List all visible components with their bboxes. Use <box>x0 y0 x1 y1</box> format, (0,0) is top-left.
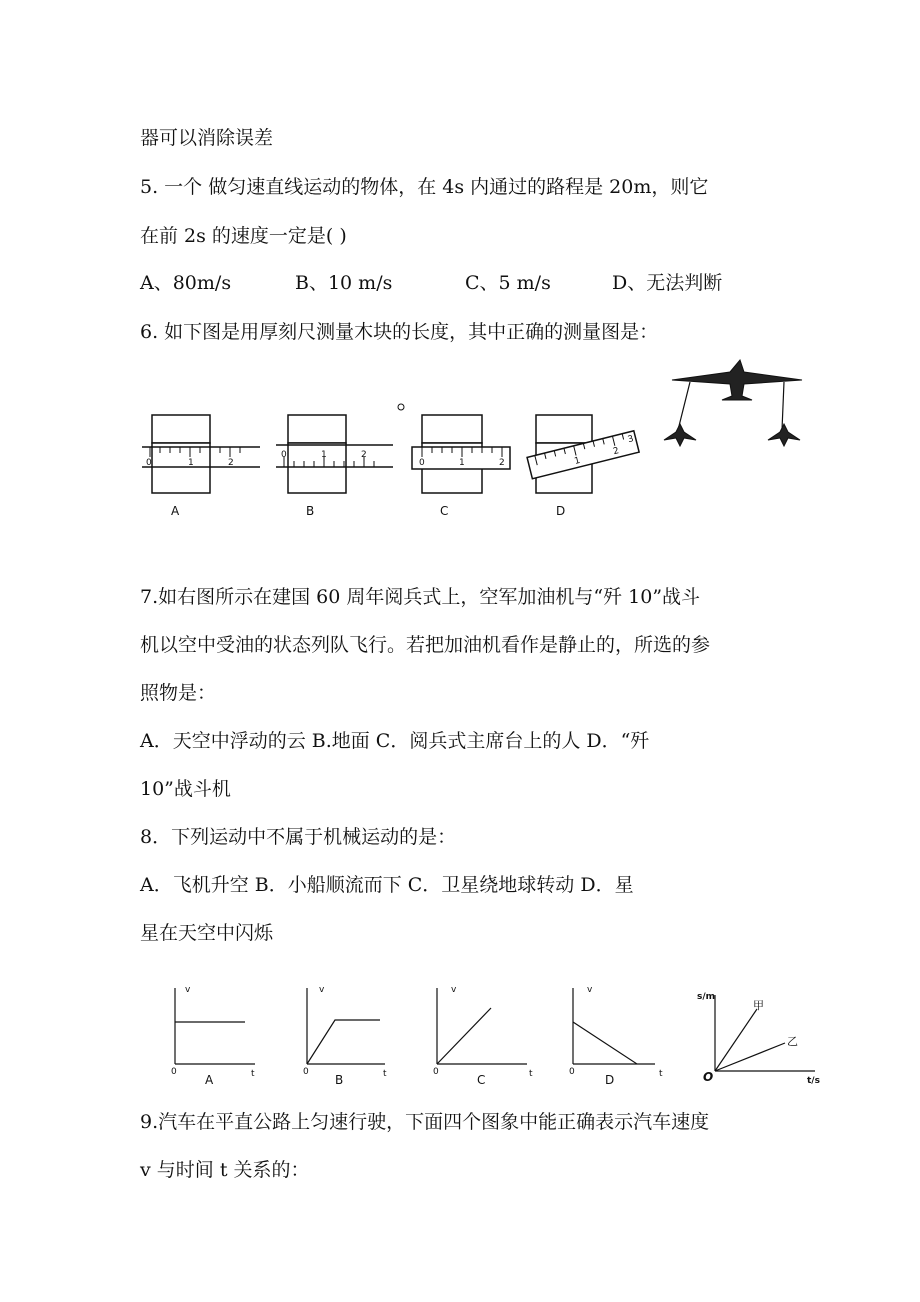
graph-label-b: B <box>335 1073 344 1087</box>
q5-option-c: C、5 m/s <box>465 272 551 294</box>
question-6: 6. 如下图是用厚刻尺测量木块的长度，其中正确的测量图是： <box>140 321 659 343</box>
vt-graph-d <box>569 985 663 1087</box>
q5-option-a: A、80m/s <box>140 272 232 294</box>
graph-d-origin: 0 <box>569 1067 575 1077</box>
refueling-aircraft-image <box>660 352 810 457</box>
question-7-options: A．天空中浮动的云 B.地面 C．阅兵式主席台上的人 D．“歼 <box>140 730 650 752</box>
ruler-d-tick-1: 1 <box>573 455 582 467</box>
question-7-line1: 7.如右图所示在建国 60 周年阅兵式上，空军加油机与“歼 10”战斗 <box>140 586 701 608</box>
ruler-b-tick-1: 1 <box>321 450 327 460</box>
ruler-d-tick-2: 2 <box>612 446 621 458</box>
st-y-label: s/m <box>697 992 716 1002</box>
ruler-label-a: A <box>171 504 180 518</box>
question-9-line2: v 与时间 t 关系的： <box>140 1159 310 1181</box>
text-line: 器可以消除误差 <box>140 127 274 149</box>
st-graph <box>695 985 825 1085</box>
st-series-yi: 乙 <box>787 1035 798 1048</box>
graph-label-a: A <box>205 1073 214 1087</box>
ruler-measurement-figure <box>138 395 658 525</box>
graph-b-origin: 0 <box>303 1067 309 1077</box>
graph-c-v-label: v <box>451 985 457 995</box>
ruler-c-tick-0: 0 <box>419 458 425 468</box>
graph-d-t-label: t <box>659 1069 663 1079</box>
graph-c-origin: 0 <box>433 1067 439 1077</box>
question-7-line3: 照物是： <box>140 682 217 704</box>
graph-label-d: D <box>605 1073 615 1087</box>
graph-a-t-label: t <box>251 1069 255 1079</box>
q5-option-d: D、无法判断 <box>612 272 723 294</box>
st-series-jia: 甲 <box>753 999 764 1012</box>
vt-graph-a <box>171 985 255 1087</box>
question-7-line2: 机以空中受油的状态列队飞行。若把加油机看作是静止的，所选的参 <box>140 634 711 656</box>
ruler-d-tick-3: 3 <box>626 434 635 446</box>
ruler-label-c: C <box>440 504 449 518</box>
graph-a-v-label: v <box>185 985 191 995</box>
ruler-c-tick-1: 1 <box>459 458 465 468</box>
ruler-label-b: B <box>306 504 315 518</box>
graph-b-v-label: v <box>319 985 325 995</box>
ruler-label-d: D <box>556 504 566 518</box>
st-origin: O <box>703 1070 714 1084</box>
ruler-b-tick-2: 2 <box>361 450 367 460</box>
question-5-line1: 5. 一个 做匀速直线运动的物体，在 4s 内通过的路程是 20m，则它 <box>140 176 709 198</box>
vt-graph-b <box>303 985 387 1087</box>
question-8-options: A．飞机升空 B．小船顺流而下 C．卫星绕地球转动 D．星 <box>140 874 634 896</box>
graph-b-t-label: t <box>383 1069 387 1079</box>
ruler-a-tick-1: 1 <box>188 458 194 468</box>
graph-c-t-label: t <box>529 1069 533 1079</box>
ruler-diagram-d <box>527 415 639 518</box>
ruler-c-tick-2: 2 <box>499 458 505 468</box>
question-5-line2: 在前 2s 的速度一定是( ) <box>140 225 347 247</box>
vt-graphs-figure <box>155 980 675 1092</box>
graph-a-origin: 0 <box>171 1067 177 1077</box>
question-8: 8．下列运动中不属于机械运动的是： <box>140 826 457 848</box>
question-9-line1: 9.汽车在平直公路上匀速行驶，下面四个图象中能正确表示汽车速度 <box>140 1111 710 1133</box>
vt-graph-c <box>433 985 533 1087</box>
q5-option-b: B、10 m/s <box>295 272 393 294</box>
question-8-options-cont: 星在天空中闪烁 <box>140 922 274 944</box>
ruler-diagram-a <box>142 415 260 518</box>
ruler-diagram-b <box>276 415 393 518</box>
ruler-a-tick-2: 2 <box>228 458 234 468</box>
question-7-options-cont: 10”战斗机 <box>140 778 231 800</box>
graph-d-v-label: v <box>587 985 593 995</box>
ruler-b-tick-0: 0 <box>281 450 287 460</box>
st-x-label: t/s <box>807 1076 820 1085</box>
ruler-a-tick-0: 0 <box>146 458 152 468</box>
ruler-diagram-c <box>398 404 510 518</box>
graph-label-c: C <box>477 1073 486 1087</box>
